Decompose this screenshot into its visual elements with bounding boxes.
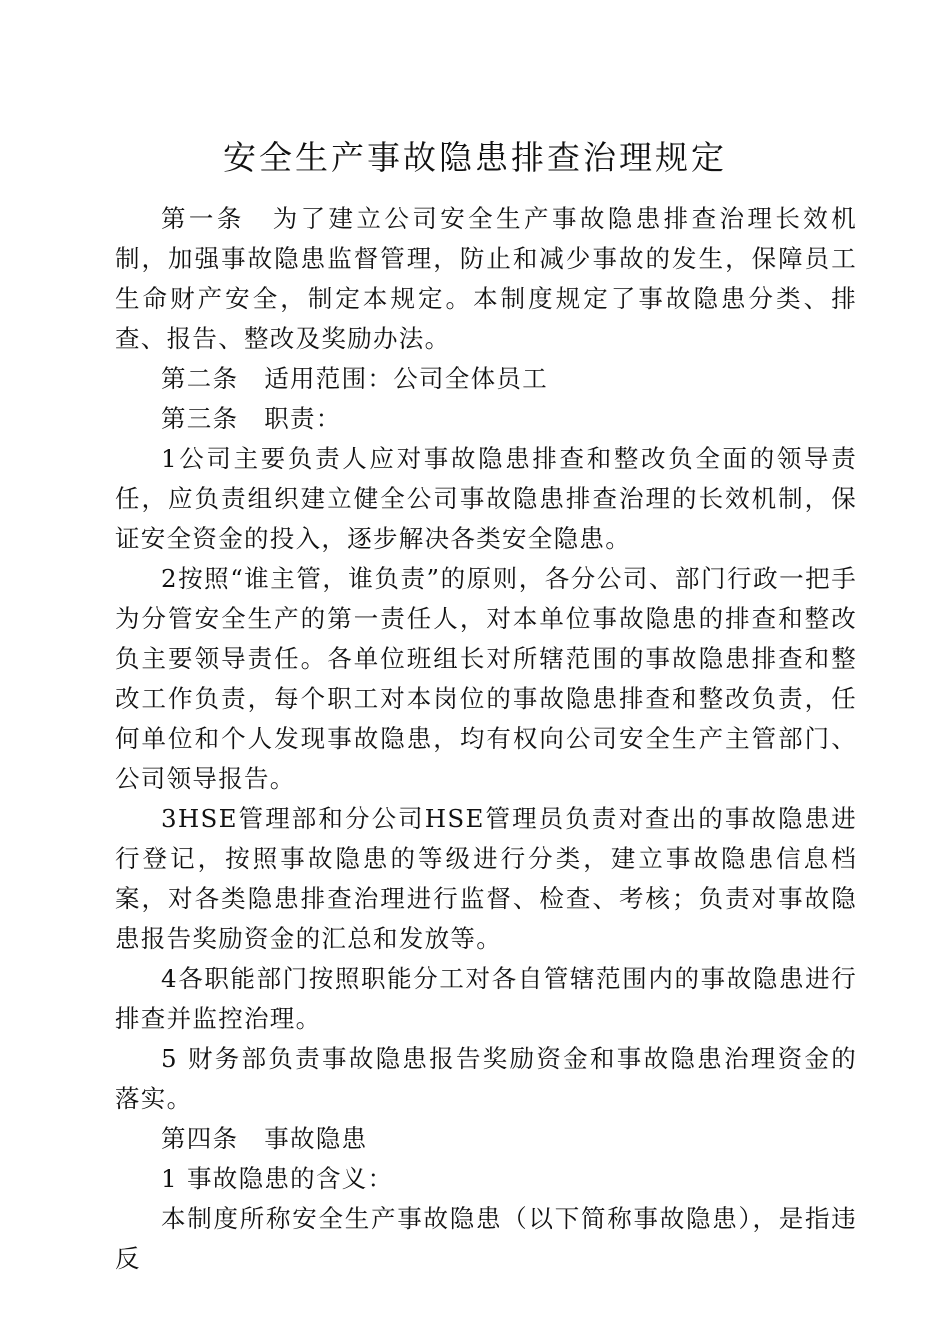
document-title: 安全生产事故隐患排查治理规定 [223, 138, 727, 177]
article-3-item-2: 2按照“谁主管，谁负责”的原则，各分公司、部门行政一把手为分管安全生产的第一责任人，对本单位事故隐患的排查和整改负主要领导责任。各单位班组长对所辖范围的事故隐患排查和整改工作负责，每个职工对本岗位的事故隐患排查和整改负责，任何单位和个人发现事故隐患，均有权向公司安全生产主管部门、公司领导报告。 [115, 564, 857, 793]
article-3-item-3: 3HSE管理部和分公司HSE管理员负责对查出的事故隐患进行登记，按照事故隐患的等级进行分类，建立事故隐患信息档案，对各类隐患排查治理进行监督、检查、考核；负责对事故隐患报告奖励资金的汇总和发放等。 [115, 804, 857, 953]
article-4-definition-paragraph: 本制度所称安全生产事故隐患（以下简称事故隐患），是指违反 [115, 1204, 857, 1273]
article-4-heading: 第四条 事故隐患 [161, 1124, 368, 1153]
article-4-item-1-heading: 1 事故隐患的含义： [161, 1164, 394, 1193]
article-3-item-5: 5 财务部负责事故隐患报告奖励资金和事故隐患治理资金的落实。 [115, 1044, 857, 1113]
article-1-paragraph: 第一条 为了建立公司安全生产事故隐患排查治理长效机制，加强事故隐患监督管理，防止和减少事故的发生，保障员工生命财产安全，制定本规定。本制度规定了事故隐患分类、排查、报告、整改及奖励办法。 [115, 204, 857, 353]
article-2-paragraph: 第二条 适用范围：公司全体员工 [161, 364, 548, 393]
article-3-item-4: 4各职能部门按照职能分工对各自管辖范围内的事故隐患进行排查并监控治理。 [115, 964, 857, 1033]
article-3-heading: 第三条 职责： [161, 404, 342, 433]
article-3-item-1: 1公司主要负责人应对事故隐患排查和整改负全面的领导责任，应负责组织建立健全公司事故隐患排查治理的长效机制，保证安全资金的投入，逐步解决各类安全隐患。 [115, 444, 857, 553]
document-body [115, 199, 857, 1279]
